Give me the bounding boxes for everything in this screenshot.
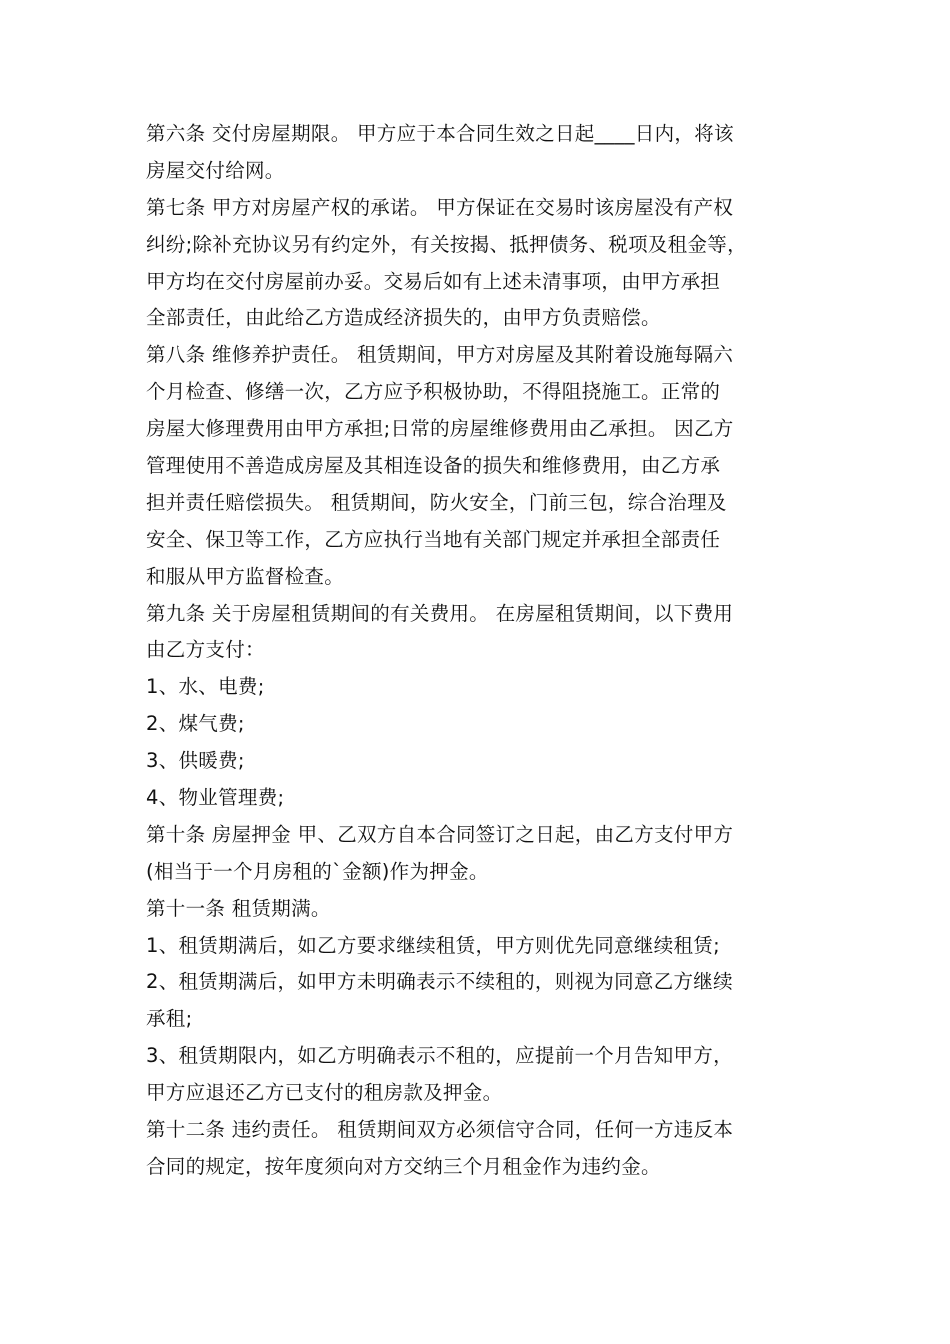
list-item: 3、租赁期限内，如乙方明确表示不租的，应提前一个月告知甲方， (146, 1044, 733, 1068)
text-line: 担并责任赔偿损失。 租赁期间，防火安全，门前三包，综合治理及 (146, 490, 727, 514)
text-line: 由乙方支付： (146, 638, 265, 662)
list-item: 2、租赁期满后，如甲方未明确表示不续租的，则视为同意乙方继续 (146, 970, 733, 994)
text-line: 第十二条 违约责任。 租赁期间双方必须信守合同，任何一方违反本 (146, 1118, 734, 1142)
list-item: 3、供暖费; (146, 749, 245, 773)
list-item: 2、煤气费; (146, 712, 245, 736)
text-line: 第十一条 租赁期满。 (146, 896, 331, 920)
text-line: 承租; (146, 1007, 193, 1031)
text-line: 第九条 关于房屋租赁期间的有关费用。 在房屋租赁期间，以下费用 (146, 601, 734, 625)
text-line: 第六条 交付房屋期限。 甲方应于本合同生效之日起____日内，将该 (146, 122, 734, 145)
text-line: 合同的规定，按年度须向对方交纳三个月租金作为违约金。 (146, 1154, 661, 1178)
text-line: 纠纷;除补充协议另有约定外，有关按揭、抵押债务、税项及租金等， (146, 232, 747, 256)
text-line: 个月检查、修缮一次，乙方应予积极协助，不得阻挠施工。正常的 (146, 380, 721, 404)
text-line: 第七条 甲方对房屋产权的承诺。 甲方保证在交易时该房屋没有产权 (146, 195, 734, 219)
text-line: 第八条 维修养护责任。 租赁期间，甲方对房屋及其附着设施每隔六 (146, 343, 734, 367)
document-body (146, 116, 814, 1186)
text-line: 第十条 房屋押金 甲、乙双方自本合同签订之日起，由乙方支付甲方 (146, 822, 734, 846)
list-item: 4、物业管理费; (146, 786, 285, 810)
text-line: 甲方均在交付房屋前办妥。交易后如有上述未清事项，由甲方承担 (146, 269, 721, 293)
text-line: 和服从甲方监督检查。 (146, 564, 345, 588)
list-item: 1、租赁期满后，如乙方要求继续租赁，甲方则优先同意继续租赁; (146, 933, 720, 957)
text-line: 房屋交付给网。 (146, 158, 285, 182)
text-line: 安全、保卫等工作，乙方应执行当地有关部门规定并承担全部责任 (146, 527, 721, 551)
text-line: 房屋大修理费用由甲方承担;日常的房屋维修费用由乙承担。 因乙方 (146, 417, 734, 441)
text-line: 甲方应退还乙方已支付的租房款及押金。 (146, 1081, 503, 1105)
text-line: 管理使用不善造成房屋及其相连设备的损失和维修费用，由乙方承 (146, 454, 721, 478)
list-item: 1、水、电费; (146, 675, 265, 699)
text-line: (相当于一个月房租的`金额)作为押金。 (146, 859, 489, 883)
text-line: 全部责任，由此给乙方造成经济损失的，由甲方负责赔偿。 (146, 306, 661, 330)
